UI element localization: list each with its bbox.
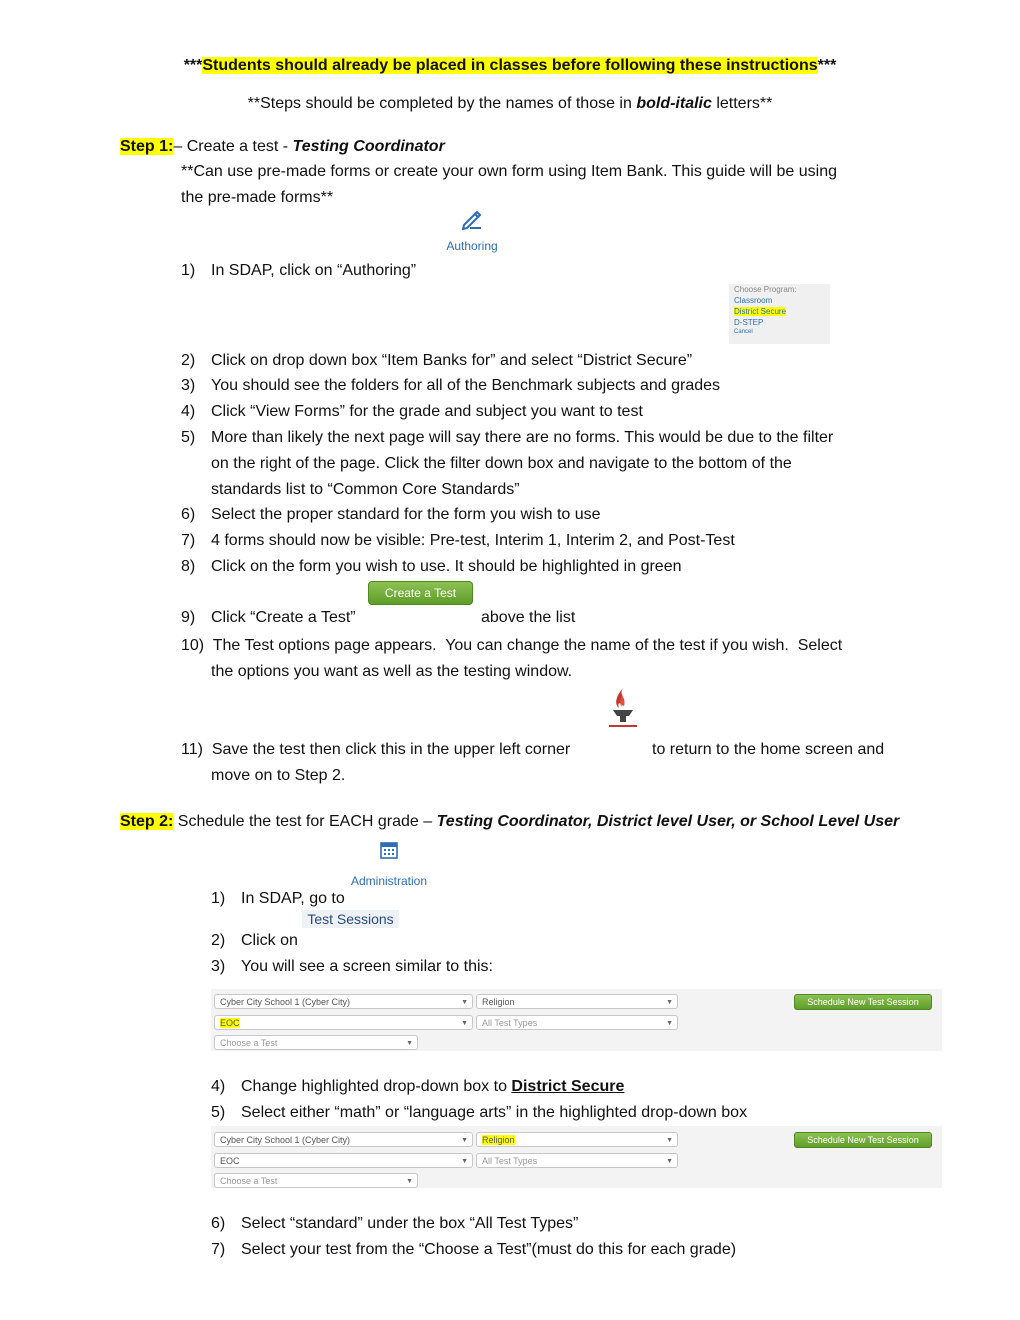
step1-item-8 <box>181 557 682 577</box>
school-value: Cyber City School 1 (Cyber City) <box>220 1135 351 1145</box>
step1-heading <box>120 137 445 157</box>
chevron-down-icon: ▼ <box>461 1137 468 1144</box>
step2-item-7 <box>211 1240 736 1260</box>
item-text: Select the proper standard for the form you wish to use <box>211 506 601 523</box>
item-text: Select your test from the “Choose a Test”(must do this for each grade) <box>241 1241 737 1258</box>
item-number: 5) <box>211 1104 226 1121</box>
program-menu-title: Choose Program: <box>734 285 797 294</box>
choose-test-value: Choose a Test <box>220 1038 278 1048</box>
chevron-down-icon: ▼ <box>461 1020 468 1027</box>
test-types-dropdown[interactable] <box>476 1015 678 1030</box>
step1-label: Step 1: <box>120 138 174 155</box>
choose-test-dropdown[interactable] <box>214 1173 418 1188</box>
item-text: Save the test then click this in the upper left corner <box>202 741 571 758</box>
step2-role: Testing Coordinator, District level User, or School Level User <box>436 813 900 830</box>
item-text: You should see the folders for all of the Benchmark subjects and grades <box>211 377 721 394</box>
administration-nav[interactable] <box>344 840 434 888</box>
step2-item-5 <box>211 1103 747 1123</box>
step2-item-4 <box>211 1077 624 1097</box>
step1-item-2 <box>181 351 692 371</box>
program-dropdown[interactable] <box>214 1153 473 1168</box>
item-text: More than likely the next page will say there are no forms. This would be due to the filter <box>211 429 834 446</box>
item-number: 11) <box>181 741 203 758</box>
program-option-dstep[interactable]: D-STEP <box>734 318 764 327</box>
test-sessions-screen-1 <box>211 989 942 1051</box>
step2-item-3 <box>211 957 493 977</box>
item-number: 5) <box>181 429 196 446</box>
note-post: letters** <box>711 95 773 112</box>
chevron-down-icon: ▼ <box>666 1158 673 1165</box>
item-number: 4) <box>181 403 196 420</box>
create-test-button[interactable]: Create a Test <box>368 581 473 605</box>
authoring-nav[interactable] <box>444 208 500 253</box>
item-number: 3) <box>211 958 226 975</box>
program-value: EOC <box>220 1156 240 1166</box>
test-sessions-tab[interactable]: Test Sessions <box>302 910 399 928</box>
step1-note-line1: **Can use pre-made forms or create your own form using Item Bank. This guide will be using <box>181 163 838 180</box>
item-text: In SDAP, click on “Authoring” <box>211 262 417 279</box>
step2-heading <box>120 812 899 832</box>
subject-value: Religion <box>482 997 515 1007</box>
item-number: 7) <box>211 1241 226 1258</box>
subject-dropdown[interactable] <box>476 994 678 1009</box>
administration-label: Administration <box>350 874 428 888</box>
note-bold-italic: bold-italic <box>636 95 712 112</box>
item-number: 7) <box>181 532 196 549</box>
step1-item-9-after: above the list <box>481 609 576 626</box>
step1-item-11-cont: move on to Step 2. <box>211 767 346 784</box>
step1-note-line2: the pre-made forms** <box>181 189 334 206</box>
test-sessions-screen-2 <box>211 1126 942 1188</box>
item-number: 1) <box>181 262 196 279</box>
item-text: Click on the form you wish to use. It should be highlighted in green <box>211 558 682 575</box>
school-value: Cyber City School 1 (Cyber City) <box>220 997 351 1007</box>
item-number: 1) <box>211 890 226 907</box>
choose-test-value: Choose a Test <box>220 1176 278 1186</box>
item-text: Select “standard” under the box “All Test Types” <box>241 1215 579 1232</box>
test-types-dropdown[interactable] <box>476 1153 678 1168</box>
item-text: Select either “math” or “language arts” in the highlighted drop-down box <box>241 1104 748 1121</box>
chevron-down-icon: ▼ <box>666 1137 673 1144</box>
chevron-down-icon: ▼ <box>461 1158 468 1165</box>
schedule-new-test-session-button[interactable]: Schedule New Test Session <box>794 1132 932 1148</box>
calendar-icon <box>379 840 399 860</box>
item-text: Change highlighted drop-down box to <box>241 1078 512 1095</box>
step1-item-5 <box>181 428 833 448</box>
school-dropdown[interactable] <box>214 994 473 1009</box>
chevron-down-icon: ▼ <box>406 1040 413 1047</box>
step1-dash-text: – Create a test - <box>173 138 293 155</box>
subject-value: Religion <box>482 1135 515 1145</box>
subject-dropdown[interactable] <box>476 1132 678 1147</box>
item-number: 6) <box>211 1215 226 1232</box>
item-text: Click “Create a Test” <box>211 609 356 626</box>
step1-item-1 <box>181 261 416 281</box>
item-text: Click on <box>241 932 298 949</box>
item-number: 2) <box>181 352 196 369</box>
step2-item-1 <box>211 889 345 909</box>
step1-item-5-cont-1: on the right of the page. Click the filter down box and navigate to the bottom of the <box>211 455 792 472</box>
chevron-down-icon: ▼ <box>461 999 468 1006</box>
item-number: 8) <box>181 558 196 575</box>
step1-item-4 <box>181 402 643 422</box>
program-dropdown[interactable] <box>214 1015 473 1030</box>
home-torch-icon[interactable] <box>602 684 644 730</box>
choose-test-dropdown[interactable] <box>214 1035 418 1050</box>
note-pre: **Steps should be completed by the names of those in <box>247 95 637 112</box>
item-number: 3) <box>181 377 196 394</box>
item-number: 9) <box>181 609 196 626</box>
district-secure-emphasis: District Secure <box>511 1078 625 1095</box>
header-note <box>0 94 1020 114</box>
stars-left: *** <box>183 57 203 74</box>
schedule-new-test-session-button[interactable]: Schedule New Test Session <box>794 994 932 1010</box>
item-number: 10) <box>181 637 205 654</box>
test-types-value: All Test Types <box>482 1018 538 1028</box>
step2-text: Schedule the test for EACH grade – <box>173 813 437 830</box>
item-number: 4) <box>211 1078 226 1095</box>
step1-item-10-cont: the options you want as well as the testing window. <box>211 663 573 680</box>
item-text: In SDAP, go to <box>241 890 345 907</box>
chevron-down-icon: ▼ <box>666 999 673 1006</box>
step1-item-11 <box>181 740 570 760</box>
stars-right: *** <box>817 57 837 74</box>
item-text: 4 forms should now be visible: Pre-test, Interim 1, Interim 2, and Post-Test <box>211 532 735 549</box>
item-text: Click on drop down box “Item Banks for” and select “District Secure” <box>211 352 693 369</box>
test-types-value: All Test Types <box>482 1156 538 1166</box>
authoring-label: Authoring <box>446 239 498 253</box>
program-option-classroom[interactable]: Classroom <box>734 296 773 305</box>
program-option-cancel[interactable]: Cancel <box>734 329 753 335</box>
step1-role: Testing Coordinator <box>292 138 445 155</box>
step1-item-6 <box>181 505 601 525</box>
step1-item-5-cont-2: standards list to “Common Core Standards” <box>211 481 520 498</box>
item-number: 6) <box>181 506 196 523</box>
step2-item-6 <box>211 1214 578 1234</box>
step1-item-10 <box>181 636 842 656</box>
step1-item-3 <box>181 376 720 396</box>
step1-item-7 <box>181 531 735 551</box>
warning-text: Students should already be placed in classes before following these instructions <box>202 57 818 74</box>
step1-item-9 <box>181 608 356 628</box>
step2-item-2 <box>211 931 298 951</box>
item-text: The Test options page appears. You can change the name of the test if you wish. Select <box>204 637 843 654</box>
header-warning-line <box>0 56 1020 76</box>
program-value: EOC <box>220 1018 240 1028</box>
item-text: Click “View Forms” for the grade and subject you want to test <box>211 403 643 420</box>
pencil-icon <box>461 208 483 230</box>
step2-label: Step 2: <box>120 813 174 830</box>
program-menu <box>729 284 830 344</box>
chevron-down-icon: ▼ <box>666 1020 673 1027</box>
item-number: 2) <box>211 932 226 949</box>
item-text: You will see a screen similar to this: <box>241 958 493 975</box>
chevron-down-icon: ▼ <box>406 1178 413 1185</box>
step1-item-11-after: to return to the home screen and <box>652 741 885 758</box>
program-option-district-secure[interactable]: District Secure <box>734 307 787 316</box>
school-dropdown[interactable] <box>214 1132 473 1147</box>
